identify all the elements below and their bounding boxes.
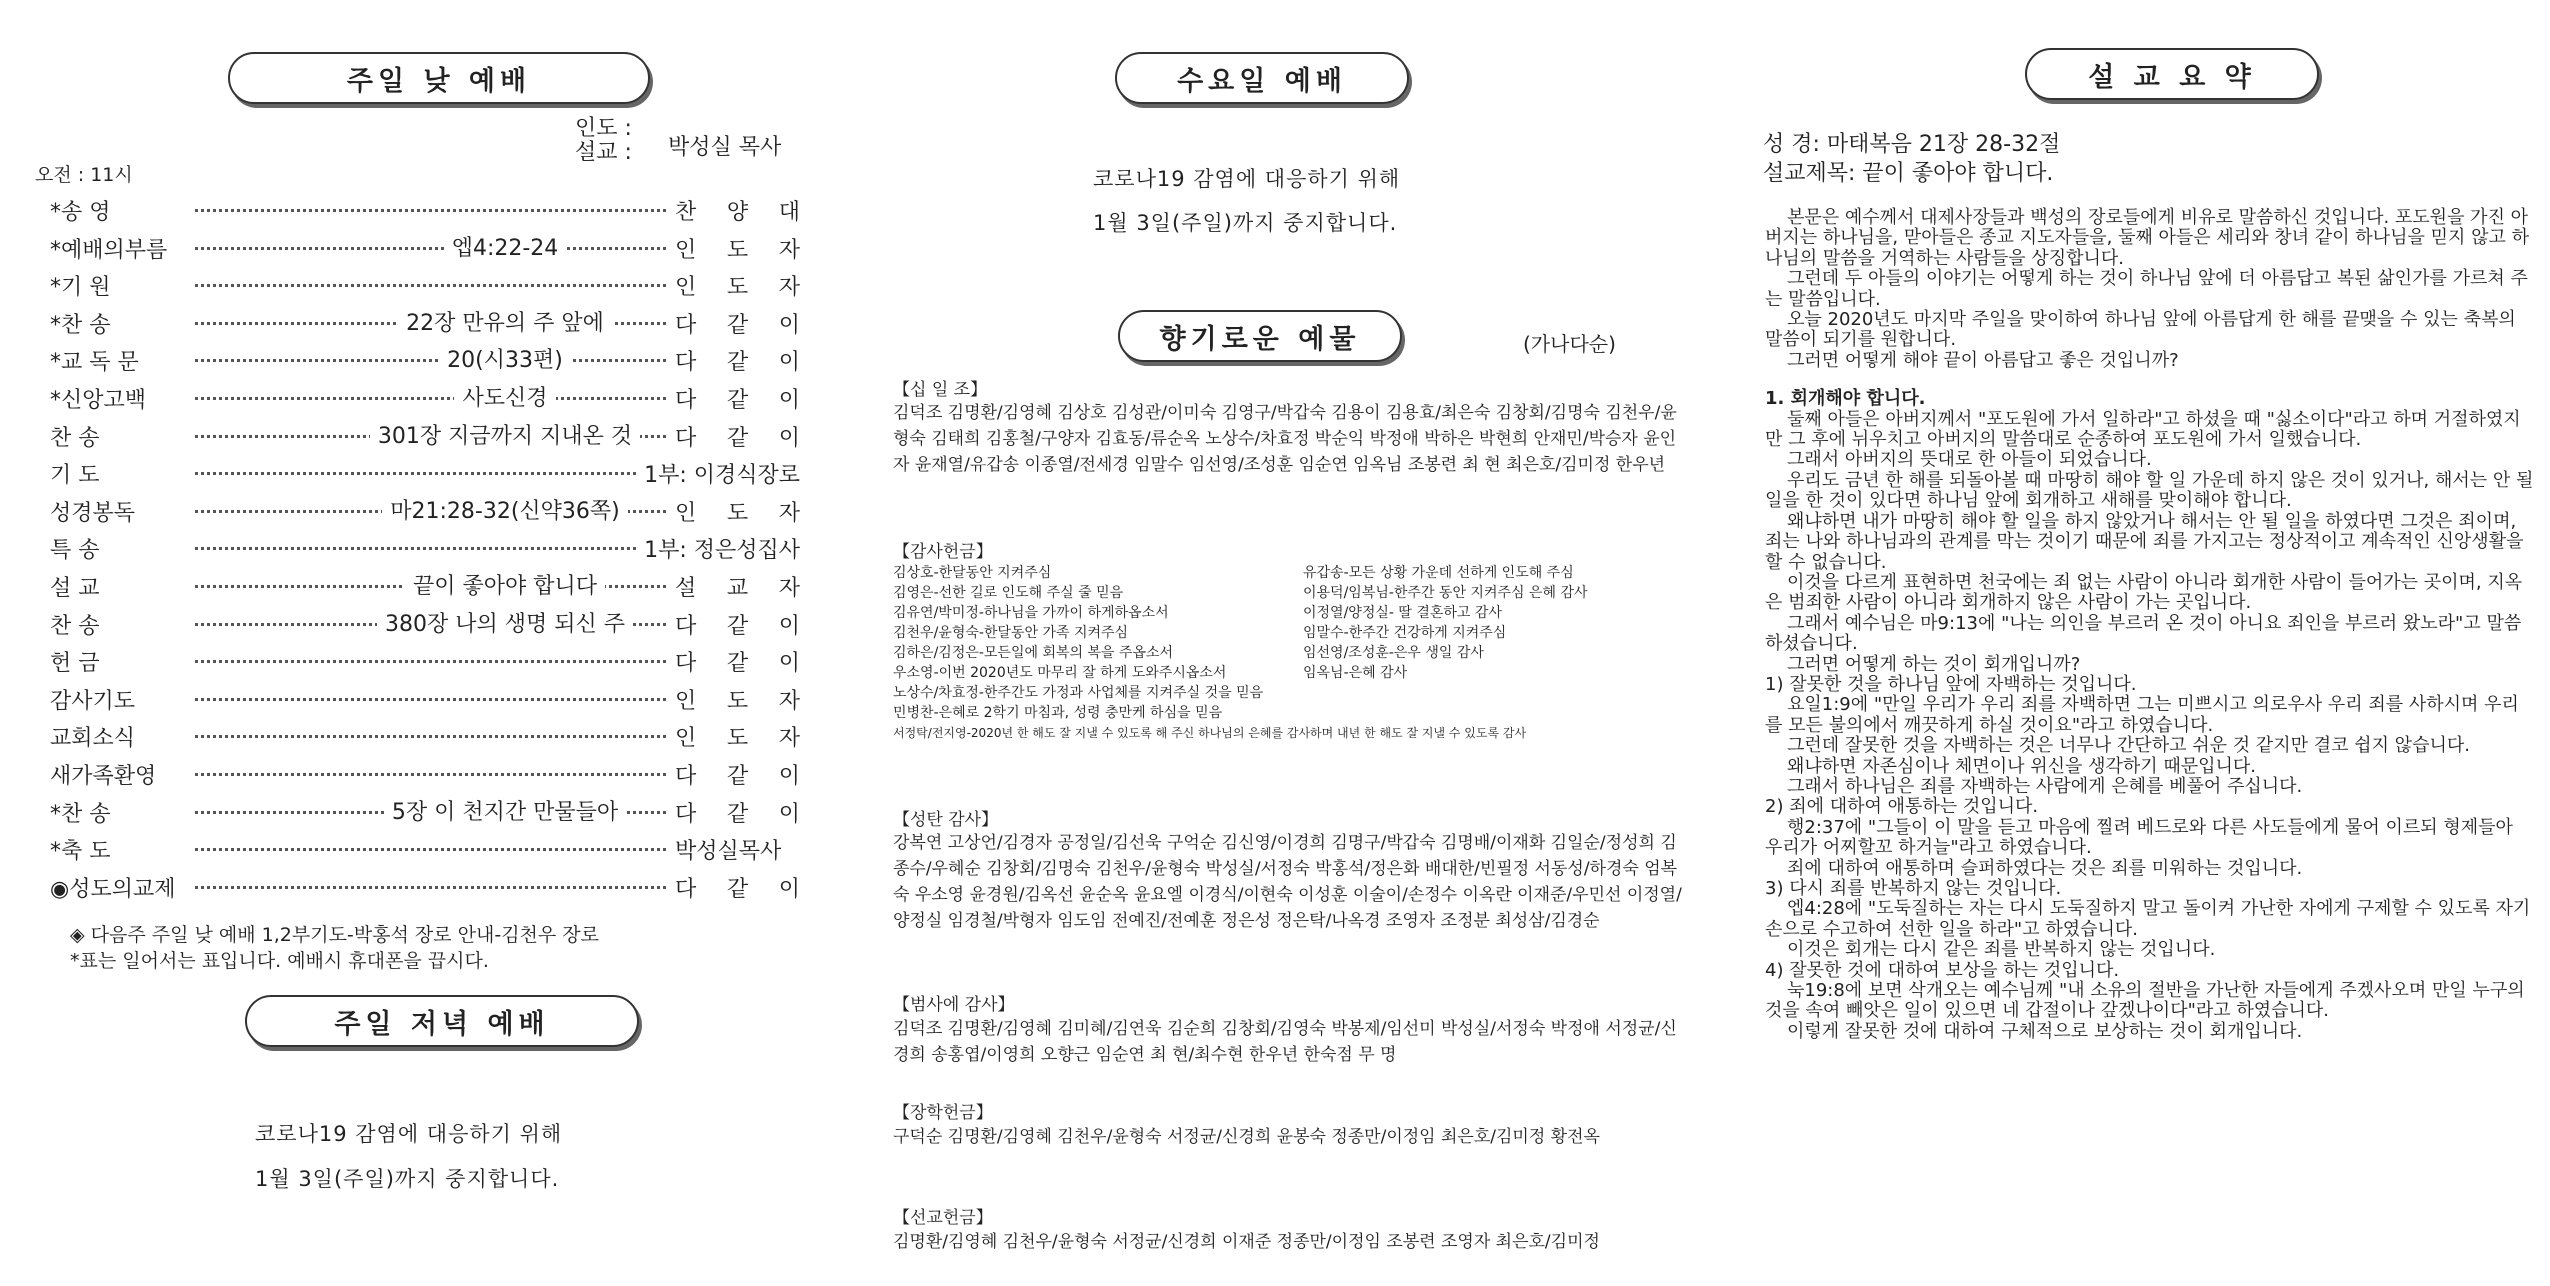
order-content: 끝이 좋아야 합니다 (310, 569, 700, 600)
mission-heading: 【선교헌금】 (893, 1208, 993, 1228)
scripture-line: 성 경: 마태복음 21장 28-32절 (1763, 132, 2061, 157)
thanks-line (893, 563, 1703, 583)
leader-dots (195, 735, 720, 738)
sermon-paragraph: 이렇게 잘못한 것에 대하여 구체적으로 보상하는 것이 회개입니다. (1787, 1020, 2303, 1042)
service-time: 오전 : 11시 (35, 164, 133, 186)
order-leader: 다 같 이 (667, 308, 800, 339)
sunday-service-title: 주일 낮 예배 (228, 52, 650, 104)
point-heading: 2) 죄에 대하여 애통하는 것입니다. (1765, 796, 2039, 818)
order-leader: 다 같 이 (667, 797, 800, 828)
order-label: *찬 송 (50, 801, 111, 827)
thanks-line: 노상수/차효정-한주간도 가정과 사업체를 지켜주실 것을 믿음 (893, 685, 1264, 701)
leader-dots (195, 848, 720, 851)
thanks-heading: 【감사헌금】 (893, 542, 993, 562)
thanks-entry: 김하은/김정은-모든일에 회복의 복을 주옵소서 (893, 645, 1174, 661)
order-content: 380장 나의 생명 되신 주 (310, 607, 700, 638)
leader-dots (195, 284, 720, 287)
sermon-paragraph: 죄에 대하여 애통하며 슬퍼하였다는 것은 죄를 미워하는 것입니다. (1787, 857, 2303, 879)
order-content: 22장 만유의 주 앞에 (310, 306, 700, 337)
order-content: 5장 이 천지간 만물들아 (310, 795, 700, 826)
thanks-line: 서정탁/전지영-2020년 한 해도 잘 지낼 수 있도록 해 주신 하나님의 은혜를 감사하며 내년 한 해도 잘 지낼 수 있도록 감사 (893, 726, 1527, 740)
order-label: 헌 금 (50, 651, 100, 677)
sermon-paragraph: 눅19:8에 보면 삭개오는 예수님께 "내 소유의 절반을 가난한 자들에게 주겠사오며 만일 누구의 것을 속여 빼앗은 일이 있으면 네 갑절이나 갚겠나이다"라고 하였습니다. (1765, 980, 2525, 1022)
sermon-paragraph: 요일1:9에 "만일 우리가 우리 죄를 자백하면 그는 미쁘시고 의로우사 우리 죄를 사하시며 우리를 모든 불의에서 깨끗하게 하실 것이요"라고 하였습니다. (1765, 694, 2519, 736)
order-row (50, 834, 810, 866)
order-content: 301장 지금까지 지내온 것 (310, 419, 700, 450)
order-label: 찬 송 (50, 425, 100, 451)
order-leader: 다 같 이 (667, 759, 800, 790)
order-row (50, 797, 810, 829)
standing-notice: *표는 일어서는 표입니다. 예배시 휴대폰을 끕시다. (70, 950, 489, 972)
order-row (50, 421, 810, 453)
thanks-line (893, 603, 1703, 623)
next-week-notice: ◈ 다음주 주일 낮 예배 1,2부기도-박홍석 장로 안내-김천우 장로 (70, 924, 599, 946)
evening-notice-line1: 코로나19 감염에 대응하기 위해 (255, 1122, 563, 1146)
sermon-body (1765, 208, 2535, 1042)
sermon-title-line: 설교제목: 끝이 좋아야 합니다. (1763, 161, 2054, 186)
leader-dots (195, 698, 720, 701)
thanks-line: 민병찬-은혜로 2학기 마침과, 성령 충만케 하심을 믿음 (893, 705, 1223, 721)
order-leader: 1부: 이경식장로 (636, 458, 800, 489)
thankful-list: 김덕조 김명환/김영혜 김미혜/김연욱 김순희 김창회/김영숙 박봉제/임선미 박성실/서정숙 박정애 서정균/신경희 송홍엽/이영희 오향근 임순연 최 현/최수현 한우년 한숙점 무 명 (893, 1019, 1677, 1065)
order-leader: 다 같 이 (667, 421, 800, 452)
sermon-paragraph: 그러면 어떻게 해야 끝이 아름답고 좋은 것입니까? (1787, 349, 2179, 371)
sermon-summary-title: 설 교 요 약 (2025, 48, 2319, 100)
order-content: 사도신경 (310, 381, 700, 412)
order-label: 기 도 (50, 463, 100, 489)
wednesday-service-title: 수요일 예배 (1115, 52, 1409, 104)
thanks-entry: 김유연/박미정-하나님을 가까이 하게하옵소서 (893, 605, 1169, 621)
order-leader: 찬 양 대 (667, 195, 800, 226)
order-row (50, 721, 810, 753)
scholarship-heading: 【장학헌금】 (893, 1103, 993, 1123)
order-row (50, 496, 810, 528)
order-row (50, 233, 810, 265)
leader-dots (195, 209, 720, 212)
sermon-paragraph: 이것은 회개는 다시 같은 죄를 반복하지 않는 것입니다. (1787, 939, 2216, 961)
thanks-entry: 우소영-이번 2020년도 마무리 잘 하게 도와주시옵소서 (893, 665, 1227, 681)
christmas-list: 강복연 고상언/김경자 공정일/김선욱 구억순 김신영/이경희 김명구/박갑숙 김명배/이재화 김일순/정성희 김종수/우혜순 김창회/김명숙 김천우/윤형숙 박성실/서정숙 박홍석/정은화 배대한/빈필정 서동성/하경숙 엄복숙 우소영 윤경원/김옥선 윤순옥 윤요엘 이경식/이현숙 이성훈 이술이/손정수 이옥란 이재준/우민선 이정열/양정실 임경철/박형자 임도임 전예진/전예훈 정은성 정은탁/나옥경 조영자 조정분 최성삼/김경순 (893, 833, 1682, 931)
order-row (50, 609, 810, 641)
order-row (50, 195, 810, 227)
sermon-paragraph: 우리도 금년 한 해를 되돌아볼 때 마땅히 해야 할 일 가운데 하지 않은 것이 있거나, 해서는 안 될 일을 한 것이 있다면 하나님 앞에 회개하고 새해를 맞이해야 합니다. (1765, 469, 2534, 512)
order-content: 20(시33편) (310, 343, 700, 374)
order-label: *찬 송 (50, 312, 111, 338)
thanks-line (893, 663, 1703, 683)
thanks-entry: 김천우/윤형숙-한달동안 가족 지켜주심 (893, 625, 1129, 641)
sermon-paragraph: 그러면 어떻게 하는 것이 회개입니까? (1787, 653, 2081, 675)
leader-dots (195, 886, 720, 889)
leader-dots (195, 660, 720, 663)
order-label: 찬 송 (50, 613, 100, 639)
sermon-paragraph: 엡4:28에 "도둑질하는 자는 다시 도둑질하지 말고 돌이켜 가난한 자에게 구제할 수 있도록 자기 손으로 수고하여 선한 일을 하라"고 하였습니다. (1765, 898, 2531, 940)
section-heading: 1. 회개해야 합니다. (1765, 388, 1926, 410)
thanks-entry: 김상호-한달동안 지켜주심 (893, 565, 1052, 581)
thanks-entry: 이용덕/임복님-한주간 동안 지켜주심 은혜 감사 (1303, 585, 1588, 601)
sermon-paragraph: 왜냐하면 자존심이나 체면이나 위신을 생각하기 때문입니다. (1787, 755, 2257, 777)
order-row (50, 533, 810, 565)
sermon-paragraph: 본문은 예수께서 대제사장들과 백성의 장로들에게 비유로 말씀하신 것입니다. 포도원을 가진 아버지는 하나님을, 맏아들은 종교 지도자들을, 둘째 아들은 세리와 창녀 같이 하나님을 믿지 않고 하나님의 말씀을 거역하는 사람들을 상징합니다. (1765, 207, 2529, 269)
order-leader: 인 도 자 (667, 684, 800, 715)
evening-notice-line2: 1월 3일(주일)까지 중지합니다. (255, 1167, 560, 1191)
tithe-heading: 【십 일 조】 (893, 380, 988, 400)
order-row (50, 759, 810, 791)
order-row (50, 270, 810, 302)
thanks-line (893, 623, 1703, 643)
order-label: 성경봉독 (50, 500, 136, 526)
order-label: *축 도 (50, 839, 111, 865)
evening-service-title: 주일 저녁 예배 (245, 995, 639, 1047)
thanks-list (893, 563, 1703, 743)
order-row (50, 872, 810, 904)
order-label: 특 송 (50, 538, 100, 564)
sermon-paragraph: 이것을 다르게 표현하면 천국에는 죄 없는 사람이 아니라 회개한 사람이 들어가는 곳이며, 지옥은 범죄한 사람이 아니라 회개하지 않은 사람이 가는 곳입니다. (1765, 571, 2523, 614)
thanks-entry: 김영은-선한 길로 인도해 주실 줄 믿음 (893, 585, 1124, 601)
order-label: *신앙고백 (50, 388, 147, 413)
order-leader: 인 도 자 (667, 496, 800, 527)
order-label: *교 독 문 (50, 350, 139, 376)
thanks-entry: 이정열/양정실- 딸 결혼하고 감사 (1303, 605, 1502, 621)
order-label: 교회소식 (50, 726, 136, 752)
sermon-paragraph: 그래서 아버지의 뜻대로 한 아들이 되었습니다. (1787, 449, 2152, 471)
tithe-list: 김덕조 김명환/김영혜 김상호 김성관/이미숙 김영구/박갑숙 김용이 김용효/최은숙 김창회/김명숙 김천우/윤형숙 김태희 김홍철/구양자 김효동/류순옥 노상수/차효정 박순익 박정애 박하은 박현희 안재민/박승자 윤인자 윤재열/유갑송 이종열/전세경 임말수 임선영/조성훈 임순연 임옥님 조봉련 최 현 최은호/김미정 한우년 (893, 403, 1677, 475)
thanks-entry: 임선영/조성훈-은우 생일 감사 (1303, 645, 1484, 661)
thanks-entry: 유갑송-모든 상황 가운데 선하게 인도해 주심 (1303, 565, 1574, 581)
mission-list: 김명환/김영혜 김천우/윤형숙 서정균/신경희 이재준 정종만/이정임 조봉련 조영자 최은호/김미정 (893, 1232, 1600, 1252)
sermon-paragraph: 행2:37에 "그들이 이 말을 듣고 마음에 찔려 베드로와 다른 사도들에게 물어 이르되 형제들아 우리가 어찌할꼬 하거늘"라고 하였습니다. (1765, 816, 2513, 859)
order-leader: 다 같 이 (667, 383, 800, 414)
order-leader: 다 같 이 (667, 872, 800, 903)
leader-dots (195, 773, 720, 776)
scholarship-list: 구덕순 김명환/김영혜 김천우/윤형숙 서정균/신경희 윤봉숙 정종만/이정임 최은호/김미정 황전옥 (893, 1127, 1600, 1147)
order-row (50, 646, 810, 678)
wednesday-notice-line1: 코로나19 감염에 대응하기 위해 (1093, 167, 1401, 191)
order-content: 엡4:22-24 (310, 231, 700, 262)
sermon-paragraph: 그런데 잘못한 것을 자백하는 것은 너무나 간단하고 쉬운 것 같지만 결코 쉽지 않습니다. (1787, 735, 2470, 757)
order-leader: 다 같 이 (667, 646, 800, 677)
sermon-paragraph: 그런데 두 아들의 이야기는 어떻게 하는 것이 하나님 앞에 더 아름답고 복된 삶인가를 가르쳐 주는 말씀입니다. (1765, 268, 2528, 310)
order-row (50, 308, 810, 340)
order-row (50, 571, 810, 603)
order-row (50, 383, 810, 415)
offering-title: 향기로운 예물 (1118, 310, 1402, 362)
thanks-line (893, 643, 1703, 663)
order-leader: 다 같 이 (667, 345, 800, 376)
thanks-entry: 임옥님-은혜 감사 (1303, 665, 1408, 681)
order-leader: 박성실목사 (667, 834, 800, 865)
order-leader: 인 도 자 (667, 721, 800, 752)
preacher-name: 박성실 목사 (668, 135, 782, 160)
order-label: 감사기도 (50, 688, 136, 714)
paragraph-gap (1765, 371, 2535, 389)
order-label: 설 교 (50, 576, 100, 601)
point-heading: 1) 잘못한 것을 하나님 앞에 자백하는 것입니다. (1765, 673, 2137, 695)
order-label: 새가족환영 (50, 764, 157, 789)
order-leader: 인 도 자 (667, 233, 800, 264)
thankful-heading: 【범사에 감사】 (893, 995, 1015, 1015)
order-row (50, 458, 810, 490)
sermon-paragraph: 그래서 하나님은 죄를 자백하는 사람에게 은혜를 베풀어 주십니다. (1787, 775, 2303, 797)
order-label: *예배의부름 (50, 237, 168, 263)
sermon-paragraph: 그래서 예수님은 마9:13에 "나는 의인을 부르러 온 것이 아니요 죄인을 부르러 왔노라"고 말씀하셨습니다. (1765, 612, 2522, 655)
order-content: 마21:28-32(신약36쪽) (310, 494, 700, 525)
order-label: ◉성도의교제 (50, 876, 176, 902)
order-leader: 다 같 이 (667, 609, 800, 640)
christmas-heading: 【성탄 감사】 (893, 810, 999, 830)
order-leader: 설 교 자 (667, 571, 800, 602)
sermon-paragraph: 둘째 아들은 아버지께서 "포도원에 가서 일하라"고 하셨을 때 "싫소이다"라고 하며 거절하였지만 그 후에 뉘우치고 아버지의 말씀대로 순종하여 포도원에 가서 일했습니다. (1765, 408, 2521, 451)
point-heading: 4) 잘못한 것에 대하여 보상을 하는 것입니다. (1765, 959, 2120, 981)
leader-labels: 인도 : 설교 : (575, 116, 632, 165)
offering-order-note: (가나다순) (1523, 332, 1616, 356)
sermon-paragraph: 오늘 2020년도 마지막 주일을 맞이하여 하나님 앞에 아름답게 한 해를 끝맺을 수 있는 축복의 말씀이 되기를 원합니다. (1765, 309, 2516, 351)
order-row (50, 684, 810, 716)
order-label: *송 영 (50, 200, 111, 225)
thanks-entry: 임말수-한주간 건강하게 지켜주심 (1303, 625, 1507, 641)
sermon-paragraph: 왜냐하면 내가 마땅히 해야 할 일을 하지 않았거나 해서는 안 될 일을 하였다면 그것은 죄이며, 죄는 나와 하나님과의 관계를 막는 것이기 때문에 죄를 가지고는 정상적이고 계속적인 신앙생활을 할 수 없습니다. (1765, 510, 2524, 573)
thanks-line (893, 583, 1703, 603)
order-label: *기 원 (50, 275, 111, 301)
order-leader: 1부: 정은성집사 (636, 533, 800, 564)
point-heading: 3) 다시 죄를 반복하지 않는 것입니다. (1765, 878, 2062, 899)
order-row (50, 345, 810, 377)
wednesday-notice-line2: 1월 3일(주일)까지 중지합니다. (1093, 211, 1398, 235)
order-leader: 인 도 자 (667, 270, 800, 301)
